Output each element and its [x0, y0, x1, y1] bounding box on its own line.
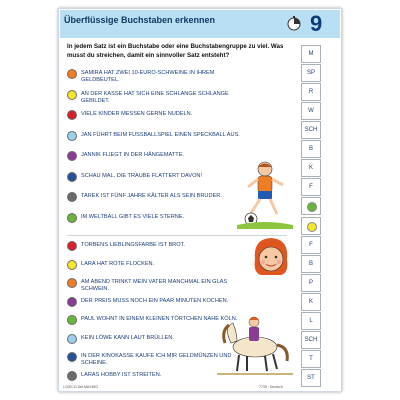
sentence-text: JAN FÜHRT BEIM FUSSBALLSPIEL EINEN SPECKBALL AUS.	[81, 131, 240, 138]
answer-letter: B	[308, 261, 313, 267]
color-dot-icon	[67, 90, 77, 100]
answer-letter: L	[309, 318, 313, 324]
answer-letter: F	[309, 184, 313, 190]
girl-on-horse-illustration	[217, 313, 293, 375]
color-dot-icon	[67, 352, 77, 362]
answer-box	[301, 217, 321, 235]
sentence-text: VIELE KINDER MESSEN GERNE NUDELN.	[81, 111, 193, 117]
answer-box	[301, 369, 321, 387]
sentence-text: SCHAU MAL, DIE TRAUBE FLATTERT DAVON!	[81, 172, 203, 179]
color-dot-icon	[67, 297, 77, 307]
answer-box	[301, 255, 321, 273]
answer-box	[301, 159, 321, 177]
answer-letter: M	[308, 51, 314, 57]
color-dot-icon	[67, 110, 77, 120]
sentence-text: AN DER KASSE HAT SICH EINE SCHLANGE SCHLANGE GEBILDET.	[81, 90, 229, 104]
color-dot-icon	[67, 192, 77, 202]
worksheet-card	[58, 8, 342, 392]
sentence-text: IN DER KINOKASSE KAUFE ICH MIR GELDMÜNZEN UND SCHEINE.	[81, 353, 232, 367]
answer-box	[301, 197, 321, 215]
answer-box	[301, 274, 321, 292]
color-dot-icon	[67, 151, 77, 161]
soccer-boy-illustration	[237, 159, 293, 229]
answer-letter: T	[309, 356, 313, 362]
color-dot-icon	[67, 278, 77, 288]
answer-box	[301, 350, 321, 368]
color-dot-icon	[67, 131, 77, 141]
answer-box	[301, 83, 321, 101]
answer-letter: K	[308, 299, 313, 305]
answer-box	[301, 236, 321, 254]
sentence-text: DER PREIS MUSS NOCH EIN PAAR MINUTEN KOCHEN.	[81, 297, 229, 304]
sentence-text: TAREK IST FÜNF JAHRE KÄLTER ALS SEIN BRUDER.	[81, 193, 222, 199]
answer-box	[301, 102, 321, 120]
color-dot-icon	[67, 213, 77, 223]
footer-right: 7739 · Deutsch	[259, 385, 283, 389]
sentence-text: LARAS HOBBY IST STREITEN.	[81, 371, 162, 378]
answer-letter: SP	[306, 70, 315, 76]
color-dot-icon	[67, 371, 77, 381]
color-dot-icon	[67, 172, 77, 182]
answer-box	[301, 312, 321, 330]
sentence-text: KEIN LÖWE KANN LAUT BRÜLLEN.	[81, 334, 174, 341]
color-dot-icon	[67, 69, 77, 79]
header-bar	[60, 10, 340, 38]
answer-box	[301, 121, 321, 139]
answer-letter: K	[308, 165, 313, 171]
answer-box	[301, 140, 321, 158]
answer-letter: SCH	[304, 337, 318, 343]
sentence-text: JANNIK FLIEGT IN DER HÄNGEMATTE.	[81, 152, 184, 158]
page-title: Überflüssige Buchstaben erkennen	[64, 15, 216, 25]
answer-letter: F	[309, 242, 313, 248]
answer-box	[301, 64, 321, 82]
color-dot-icon	[67, 241, 77, 251]
sentence-text: TORBENS LIEBLINGSFARBE IST BROT.	[81, 242, 185, 248]
sentence-text: SAMIRA HAT ZWEI 10-EURO-SCHWEINE IN IHREM GELDBEUTEL.	[81, 70, 215, 84]
sentence-text: IM WELTBALL GIBT ES VIELE STERNE.	[81, 213, 185, 220]
answer-letter: ST	[307, 375, 315, 381]
color-dot-icon	[67, 260, 77, 270]
stopwatch-icon	[286, 15, 302, 31]
answer-box	[301, 45, 321, 63]
color-dot-icon	[67, 315, 77, 325]
answer-letter: P	[308, 280, 313, 286]
answer-letter: W	[308, 108, 314, 114]
answer-box	[301, 178, 321, 196]
girl-face-illustration	[251, 235, 291, 281]
color-dot-icon	[67, 334, 77, 344]
footer-left: LOGICO-Set MAXIMO	[63, 385, 99, 389]
color-dot-icon	[307, 202, 317, 212]
color-dot-icon	[307, 222, 317, 232]
instructions: In jedem Satz ist ein Buchstabe oder eine Buchstabengruppe zu viel. Was musst du streichen, damit ein sinnvoller Satz entsteht?	[67, 43, 284, 59]
sentence-text: AM ABEND TRINKT MEIN VATER MANCHMAL EIN GLAS SCHWEIN.	[81, 279, 228, 293]
sentence-text: PAUL WOHNT IN EINEM KLEINEN TÖRTCHEN NAHE KÖLN.	[81, 316, 238, 322]
answer-letter: B	[308, 146, 313, 152]
task-number: 9	[310, 11, 323, 36]
sentence-text: LARA HAT ROTE FLOCKEN.	[81, 260, 155, 267]
answer-letter: SCH	[304, 127, 318, 133]
answer-letter: R	[308, 89, 314, 95]
answer-box	[301, 293, 321, 311]
answer-box	[301, 331, 321, 349]
